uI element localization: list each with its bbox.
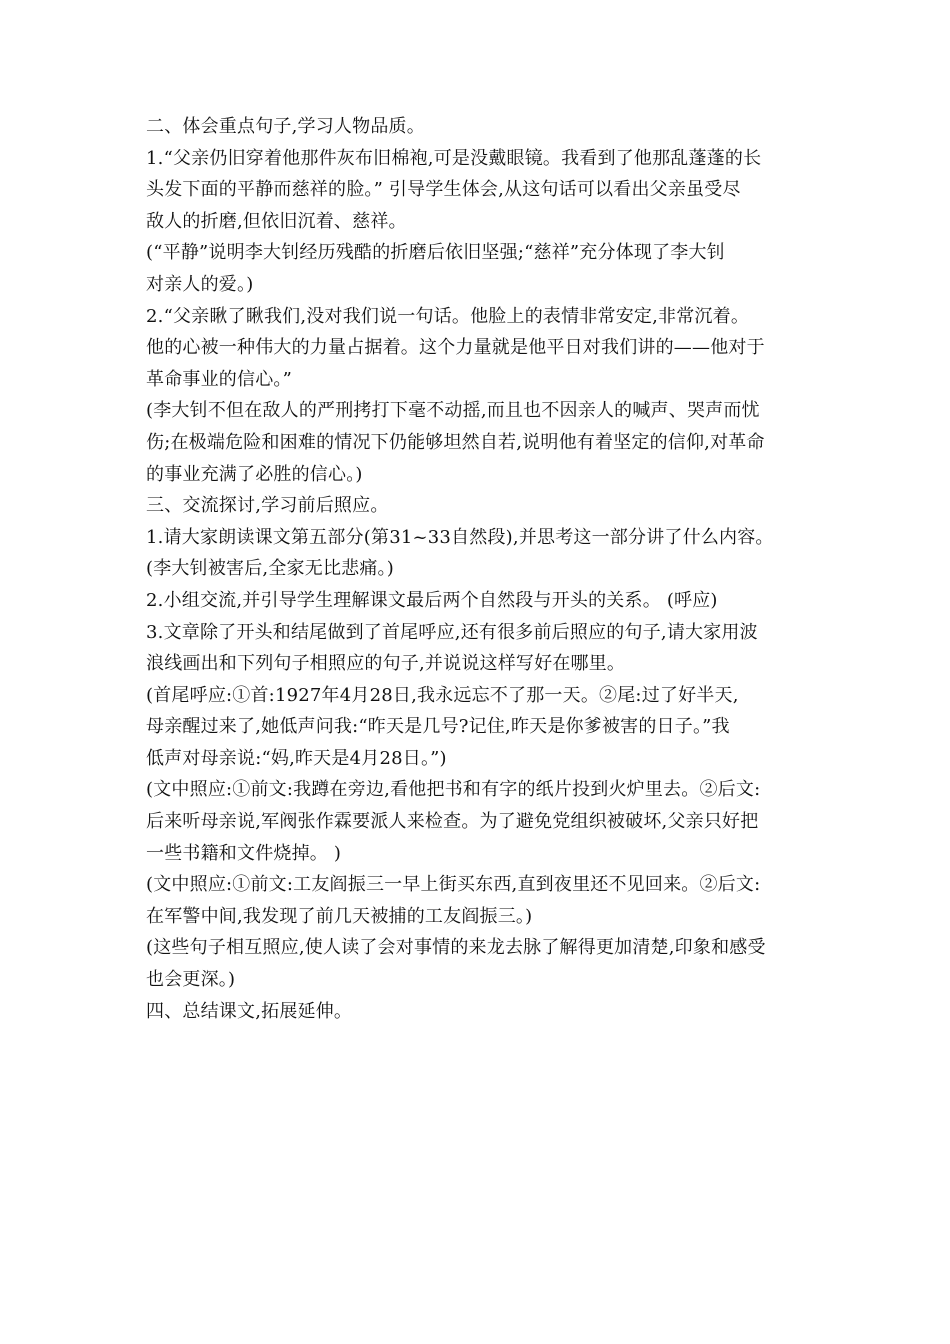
text-line: (文中照应:①前文:工友阎振三一早上街买东西,直到夜里还不见回来。②后文: bbox=[146, 874, 761, 896]
text-line: (李大钊被害后,全家无比悲痛。) bbox=[146, 558, 394, 580]
text-line: 他的心被一种伟大的力量占据着。这个力量就是他平日对我们讲的——他对于 bbox=[146, 337, 765, 359]
text-line: 一些书籍和文件烧掉。 ) bbox=[146, 842, 342, 864]
text-line: 革命事业的信心。” bbox=[146, 368, 293, 390]
text-line: 的事业充满了必胜的信心。) bbox=[146, 463, 363, 485]
section-heading: 四、总结课文,拓展延伸。 bbox=[146, 1000, 353, 1022]
text-line: 伤;在极端危险和困难的情况下仍能够坦然自若,说明他有着坚定的信仰,对革命 bbox=[146, 431, 765, 453]
text-line: 3.文章除了开头和结尾做到了首尾呼应,还有很多前后照应的句子,请大家用波 bbox=[146, 621, 758, 643]
text-line: (李大钊不但在敌人的严刑拷打下毫不动摇,而且也不因亲人的喊声、哭声而忧 bbox=[146, 400, 760, 422]
text-line: 母亲醒过来了,她低声问我:“昨天是几号?记住,昨天是你爹被害的日子。”我 bbox=[146, 716, 730, 738]
text-line: 2.小组交流,并引导学生理解课文最后两个自然段与开头的关系。 (呼应) bbox=[146, 589, 718, 611]
text-line: 也会更深。) bbox=[146, 969, 236, 991]
text-line: 低声对母亲说:“妈,昨天是4月28日。”) bbox=[146, 747, 447, 769]
document-body bbox=[146, 111, 814, 1027]
text-line: 在军警中间,我发现了前几天被捕的工友阎振三。) bbox=[146, 905, 533, 927]
text-line: (“平静”说明李大钊经历残酷的折磨后依旧坚强;“慈祥”充分体现了李大钊 bbox=[146, 242, 725, 264]
section-heading: 二、体会重点句子,学习人物品质。 bbox=[146, 116, 425, 137]
section-heading: 三、交流探讨,学习前后照应。 bbox=[146, 495, 389, 517]
text-line: 对亲人的爱。) bbox=[146, 273, 254, 295]
text-line: (首尾呼应:①首:1927年4月28日,我永远忘不了那一天。②尾:过了好半天, bbox=[146, 684, 739, 706]
text-line: 2.“父亲瞅了瞅我们,没对我们说一句话。他脸上的表情非常安定,非常沉着。 bbox=[146, 305, 750, 327]
text-line: 1.“父亲仍旧穿着他那件灰布旧棉袍,可是没戴眼镜。我看到了他那乱蓬蓬的长 bbox=[146, 147, 762, 169]
text-line: (这些句子相互照应,使人读了会对事情的来龙去脉了解得更加清楚,印象和感受 bbox=[146, 937, 766, 959]
text-line: 1.请大家朗读课文第五部分(第31~33自然段),并思考这一部分讲了什么内容。 bbox=[146, 526, 774, 548]
text-line: 敌人的折磨,但依旧沉着、慈祥。 bbox=[146, 210, 407, 232]
text-line: 头发下面的平静而慈祥的脸。” 引导学生体会,从这句话可以看出父亲虽受尽 bbox=[146, 179, 741, 201]
text-line: 后来听母亲说,军阀张作霖要派人来检查。为了避免党组织被破坏,父亲只好把 bbox=[146, 811, 759, 833]
text-line: 浪线画出和下列句子相照应的句子,并说说这样写好在哪里。 bbox=[146, 653, 626, 675]
text-line: (文中照应:①前文:我蹲在旁边,看他把书和有字的纸片投到火炉里去。②后文: bbox=[146, 779, 761, 801]
